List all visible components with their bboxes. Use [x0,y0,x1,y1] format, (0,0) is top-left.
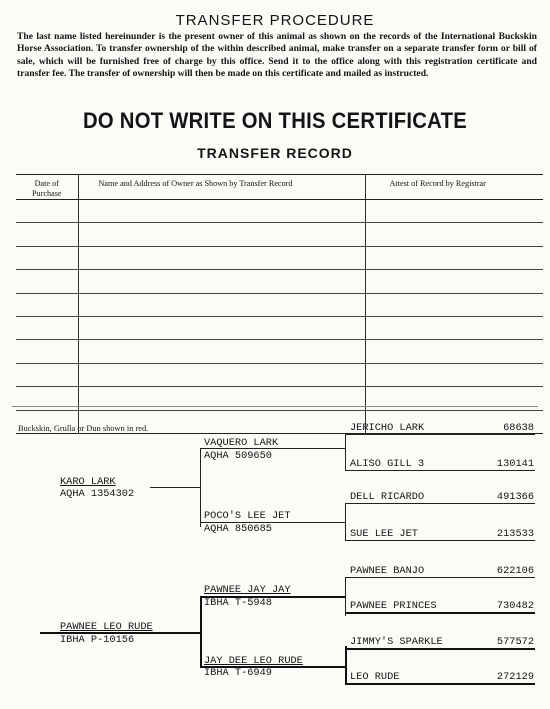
page-heading: TRANSFER PROCEDURE [175,12,375,29]
table-row [16,200,543,223]
ggp-line [345,648,535,650]
table-row [16,223,543,246]
sire-registration: AQHA 1354302 [60,488,135,500]
dam-name: PAWNEE LEO RUDE [60,621,153,633]
sire-sire-line [200,448,345,449]
sire-name: KARO LARK [60,476,116,488]
table-row [16,340,543,363]
attest-cell[interactable] [365,270,543,293]
ggp-line [345,577,535,578]
sire-sire-registration: AQHA 509650 [204,450,272,462]
owner-cell[interactable] [78,223,365,246]
sire-dam-registration: AQHA 850685 [204,523,272,535]
date-cell[interactable] [16,223,78,246]
color-legend-note: Buckskin, Grulla or Dun shown in red. [18,424,149,433]
attest-cell[interactable] [365,223,543,246]
column-header: Attest of Record by Registrar [365,175,543,200]
ggp-name: ALISO GILL 3 [350,458,425,470]
section-divider [12,406,538,407]
date-cell[interactable] [16,200,78,223]
owner-cell[interactable] [78,363,365,386]
dam-dam-name: JAY DEE LEO RUDE [204,655,303,667]
dam-dam-bracket [345,646,347,684]
attest-cell[interactable] [365,246,543,269]
attest-cell[interactable] [365,340,543,363]
dam-sire-registration: IBHA T-5948 [204,597,272,609]
ggp-number: 213533 [496,528,534,540]
owner-cell[interactable] [78,293,365,316]
attest-cell[interactable] [365,363,543,386]
ggp-line [345,470,535,471]
dam-dam-registration: IBHA T-6949 [204,667,272,679]
owner-cell[interactable] [78,200,365,223]
transfer-record-title: TRANSFER RECORD [197,145,353,161]
table-row [16,363,543,386]
warning-banner: DO NOT WRITE ON THIS CERTIFICATE [82,108,467,133]
ggp-line [345,683,535,685]
sire-dam-name: POCO'S LEE JET [204,510,291,522]
owner-cell[interactable] [78,316,365,339]
attest-cell[interactable] [365,200,543,223]
ggp-line [345,612,535,614]
ggp-name: PAWNEE BANJO [350,565,425,577]
owner-cell[interactable] [78,270,365,293]
attest-cell[interactable] [365,293,543,316]
date-cell[interactable] [16,270,78,293]
table-row [16,293,543,316]
ggp-number: 577572 [496,636,534,648]
transfer-instructions: The last name listed hereinunder is the present owner of this animal as shown on the records of the International Buckskin Horse Association. To transfer ownership of the within described animal, make transfer on a separate transfer form or bill of sale, which will be furnished free of charge by this office. Send it to the office along with this registration certificate and transfer fee. The transfer of ownership will then be made on this certificate and mailed as instructed. [17,31,537,80]
ggp-number: 68638 [503,422,534,434]
attest-cell[interactable] [365,316,543,339]
table-row [16,270,543,293]
ggp-name: SUE LEE JET [350,528,418,540]
ggp-line [345,434,535,435]
sire-sire-name: VAQUERO LARK [204,437,279,449]
dam-sire-name: PAWNEE JAY JAY [204,584,291,596]
sire-dam-bracket [345,503,346,541]
date-cell[interactable] [16,316,78,339]
ggp-number: 130141 [496,458,534,470]
dam-sire-bracket [345,578,346,616]
sire-bracket [200,448,201,527]
ggp-number: 622106 [496,565,534,577]
dam-bracket [200,596,202,666]
column-header: Name and Address of Owner as Shown by Transfer Record [78,175,365,200]
transfer-record-table [16,174,543,434]
date-cell[interactable] [16,293,78,316]
ggp-number: 491366 [496,491,534,503]
ggp-name: JIMMY'S SPARKLE [350,636,443,648]
ggp-name: JERICHO LARK [350,422,425,434]
column-header: Date of Purchase [16,175,78,200]
dam-registration: IBHA P-10156 [60,634,135,646]
date-cell[interactable] [16,363,78,386]
ggp-name: PAWNEE PRINCES [350,600,437,612]
owner-cell[interactable] [78,340,365,363]
ggp-number: 730482 [496,600,534,612]
ggp-name: LEO RUDE [350,671,400,683]
sire-sire-bracket [345,434,346,471]
date-cell[interactable] [16,246,78,269]
ggp-name: DELL RICARDO [350,491,425,503]
table-header-row [16,175,543,200]
date-cell[interactable] [16,340,78,363]
ggp-number: 272129 [496,671,534,683]
table-row [16,246,543,269]
ggp-line [345,540,535,541]
sire-connector [150,487,200,488]
ggp-line [345,503,535,504]
owner-cell[interactable] [78,246,365,269]
table-row [16,316,543,339]
